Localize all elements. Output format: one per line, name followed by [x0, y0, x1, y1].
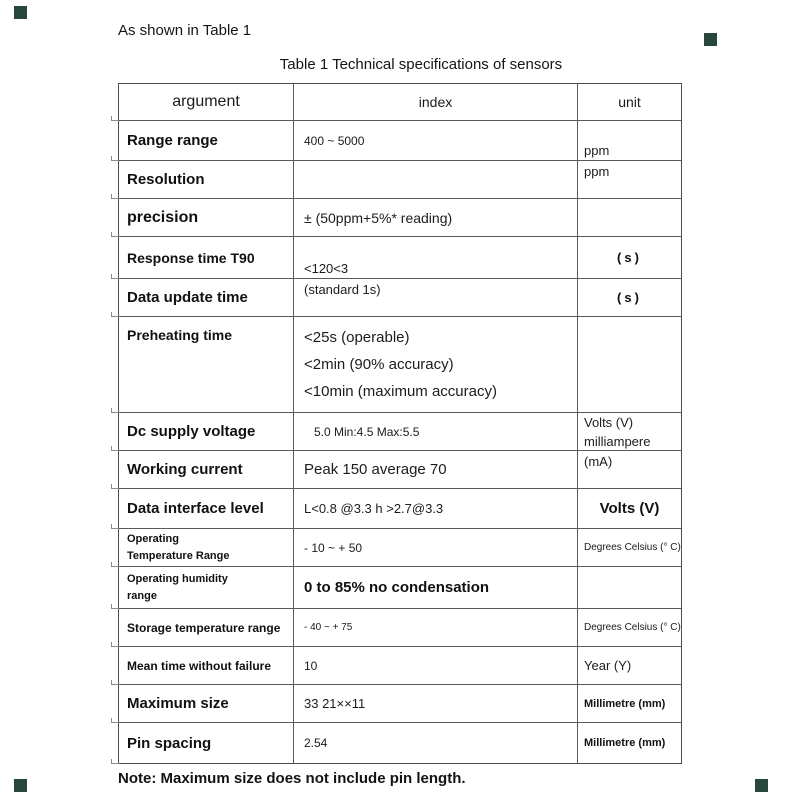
index-cell: - 10 ~ + 50 [294, 529, 578, 566]
index-cell [294, 317, 578, 412]
unit-cell [578, 199, 681, 236]
index-cell: Peak 150 average 70 [294, 451, 578, 488]
unit-cell: ppm [584, 164, 610, 179]
header-index: index [294, 84, 578, 120]
unit-cell [578, 317, 681, 412]
arg-cell: Data interface level [119, 489, 294, 528]
arg-cell: Pin spacing [119, 723, 294, 763]
cell-line: <2min (90% accuracy) [304, 356, 454, 373]
table-row-operating-humidity [119, 567, 681, 609]
arg-cell: precision [119, 199, 294, 236]
watermark-square [14, 6, 27, 19]
unit-cell: Millimetre (mm) [584, 697, 666, 710]
index-cell [294, 161, 578, 198]
table-row-pin-spacing [119, 723, 681, 763]
unit-cell: (mA) [584, 454, 613, 469]
arg-cell: Range range [119, 121, 294, 160]
table-row-supply-voltage [119, 413, 681, 451]
unit-cell: Millimetre (mm) [584, 737, 666, 749]
document-content [118, 22, 684, 787]
unit-cell: (s) [617, 290, 642, 305]
table-row-preheating [119, 317, 681, 413]
table-row-operating-temperature [119, 529, 681, 567]
cell-line: Operating [127, 533, 179, 545]
header-unit: unit [618, 94, 641, 110]
watermark-square [755, 779, 768, 792]
index-cell: 400 ~ 5000 [294, 121, 578, 160]
arg-cell [119, 529, 294, 566]
index-cell: ± (50ppm+5%* reading) [294, 199, 578, 236]
cell-line: Temperature Range [127, 549, 230, 562]
arg-cell: Mean time without failure [119, 647, 294, 684]
cell-line: Volts (V) [584, 415, 634, 430]
unit-cell [578, 567, 681, 608]
index-cell: 2.54 [294, 723, 578, 763]
table-row-data-update [119, 279, 681, 317]
table-header-row [119, 84, 681, 121]
table-row-working-current [119, 451, 681, 489]
unit-cell [578, 413, 681, 450]
table-row-range [119, 121, 681, 161]
index-cell: 10 [294, 647, 578, 684]
table-title: Table 1 Technical specifications of sensors [279, 56, 563, 73]
index-cell: 33 21××11 [294, 685, 578, 722]
arg-cell: Preheating time [119, 317, 294, 412]
index-cell: - 40 ~ + 75 [294, 609, 578, 646]
cell-line: milliampere [584, 434, 651, 449]
table-row-precision [119, 199, 681, 237]
intro-text: As shown in Table 1 [118, 22, 252, 39]
unit-cell: (s) [617, 250, 642, 265]
arg-cell: Dc supply voltage [119, 413, 294, 450]
index-cell: <120<3 [294, 237, 578, 278]
cell-line: Operating humidity [127, 573, 228, 585]
watermark-square [14, 779, 27, 792]
table-row-storage-temperature [119, 609, 681, 647]
cell-line: <25s (operable) [304, 329, 410, 346]
table-row-mtbf [119, 647, 681, 685]
unit-cell: Year (Y) [584, 658, 632, 673]
cell-line: range [127, 589, 157, 602]
table-row-maximum-size [119, 685, 681, 723]
index-cell: L<0.8 @3.3 h >2.7@3.3 [294, 489, 578, 528]
unit-cell: Degrees Celsius (° C) [584, 542, 681, 553]
unit-cell: Volts (V) [599, 500, 660, 517]
watermark-square [704, 33, 717, 46]
spec-table [118, 83, 682, 764]
index-cell: 0 to 85% no condensation [294, 567, 578, 608]
arg-cell: Storage temperature range [119, 609, 294, 646]
note-text: Note: Maximum size does not include pin length. [118, 770, 466, 787]
table-row-resolution [119, 161, 681, 199]
arg-cell: Working current [119, 451, 294, 488]
arg-cell: Resolution [119, 161, 294, 198]
index-cell: 5.0 Min:4.5 Max:5.5 [294, 413, 578, 450]
table-row-interface-level [119, 489, 681, 529]
arg-cell [119, 567, 294, 608]
index-cell: (standard 1s) [294, 279, 578, 316]
cell-line: <10min (maximum accuracy) [304, 383, 497, 400]
arg-cell: Maximum size [119, 685, 294, 722]
unit-cell: Degrees Celsius (° C) [584, 622, 681, 633]
table-row-response-time [119, 237, 681, 279]
header-argument: argument [119, 84, 294, 120]
arg-cell: Data update time [119, 279, 294, 316]
arg-cell: Response time T90 [119, 237, 294, 278]
unit-cell: ppm [584, 143, 610, 158]
